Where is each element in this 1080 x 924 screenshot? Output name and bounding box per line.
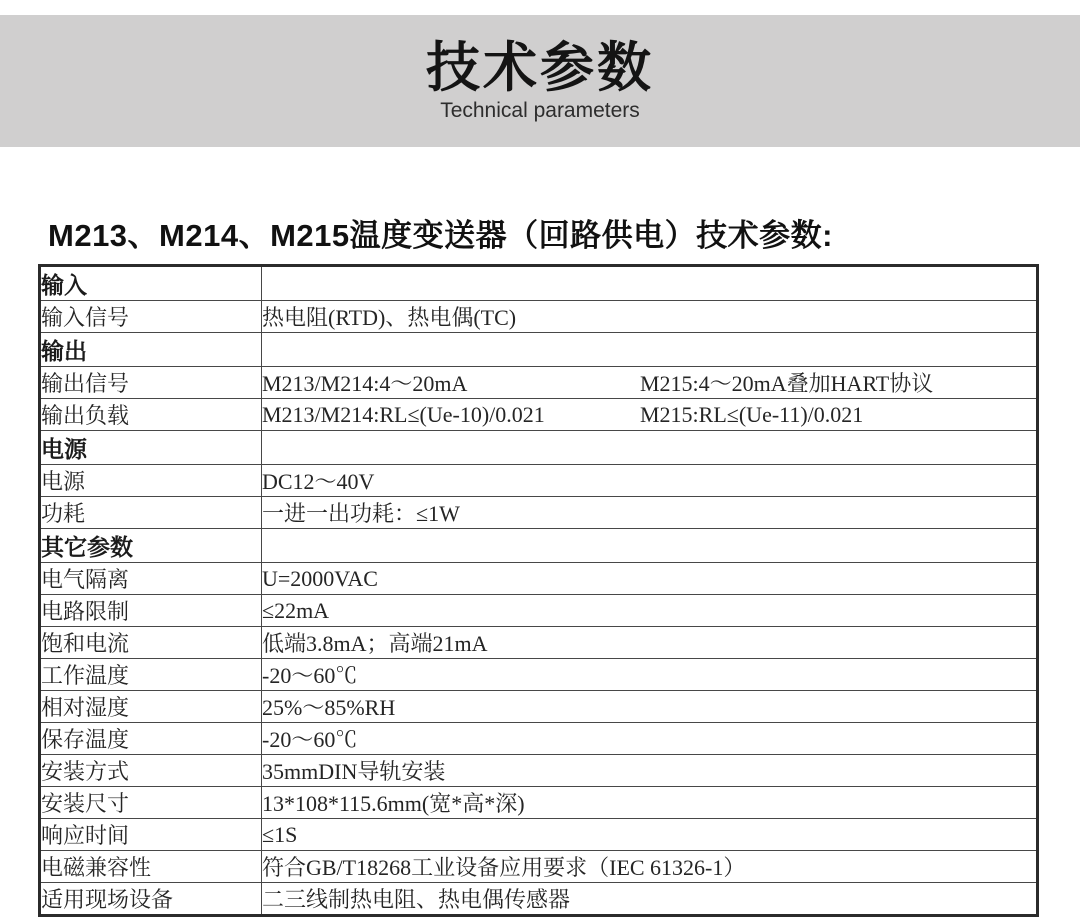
spec-label: 安装尺寸 [40, 787, 262, 819]
spec-row [40, 659, 1038, 691]
spec-section-row [40, 333, 1038, 367]
page-title: 技术参数 [426, 38, 654, 98]
spec-label: 电路限制 [40, 595, 262, 627]
spec-value [262, 399, 1038, 431]
spec-section-label: 电源 [40, 431, 262, 465]
title-banner [0, 15, 1080, 147]
page-subtitle: Technical parameters [440, 99, 640, 122]
spec-label: 工作温度 [40, 659, 262, 691]
spec-value: 13*108*115.6mm(宽*高*深) [262, 787, 1038, 819]
spec-row [40, 819, 1038, 851]
spec-label: 电气隔离 [40, 563, 262, 595]
spec-section-row [40, 431, 1038, 465]
spec-value: 符合GB/T18268工业设备应用要求（IEC 61326-1） [262, 851, 1038, 883]
spec-label: 电源 [40, 465, 262, 497]
spec-table [38, 264, 1039, 917]
spec-value [262, 431, 1038, 465]
spec-label: 相对湿度 [40, 691, 262, 723]
spec-section-label: 输入 [40, 266, 262, 301]
spec-value [262, 266, 1038, 301]
spec-value-part2: M215:RL≤(Ue-11)/0.021 [640, 402, 864, 428]
spec-value: 二三线制热电阻、热电偶传感器 [262, 883, 1038, 916]
spec-label: 输出信号 [40, 367, 262, 399]
spec-row [40, 723, 1038, 755]
spec-row [40, 367, 1038, 399]
spec-value: 35mmDIN导轨安装 [262, 755, 1038, 787]
spec-value: U=2000VAC [262, 563, 1038, 595]
spec-row [40, 595, 1038, 627]
spec-value: ≤1S [262, 819, 1038, 851]
spec-value: -20～60℃ [262, 723, 1038, 755]
spec-value: 热电阻(RTD)、热电偶(TC) [262, 301, 1038, 333]
spec-value: ≤22mA [262, 595, 1038, 627]
spec-table-body [40, 266, 1038, 916]
spec-label: 输入信号 [40, 301, 262, 333]
spec-label: 功耗 [40, 497, 262, 529]
spec-row [40, 627, 1038, 659]
spec-section-row [40, 529, 1038, 563]
spec-row [40, 787, 1038, 819]
spec-row [40, 883, 1038, 916]
spec-label: 电磁兼容性 [40, 851, 262, 883]
spec-label: 输出负载 [40, 399, 262, 431]
spec-value-part1: M213/M214:4～20mA [262, 371, 468, 396]
spec-row [40, 755, 1038, 787]
spec-label: 安装方式 [40, 755, 262, 787]
spec-value [262, 529, 1038, 563]
spec-section-row [40, 266, 1038, 301]
spec-label: 响应时间 [40, 819, 262, 851]
spec-row [40, 465, 1038, 497]
spec-value: 一进一出功耗：≤1W [262, 497, 1038, 529]
spec-value: 25%～85%RH [262, 691, 1038, 723]
spec-label: 保存温度 [40, 723, 262, 755]
section-heading: M213、M214、M215温度变送器（回路供电）技术参数: [48, 218, 833, 253]
spec-value: 低端3.8mA；高端21mA [262, 627, 1038, 659]
spec-row [40, 399, 1038, 431]
spec-value [262, 367, 1038, 399]
spec-section-label: 输出 [40, 333, 262, 367]
spec-value-part1: M213/M214:RL≤(Ue-10)/0.021 [262, 402, 545, 428]
spec-row [40, 691, 1038, 723]
spec-row [40, 497, 1038, 529]
spec-value: -20～60℃ [262, 659, 1038, 691]
spec-value-part2: M215:4～20mA叠加HART协议 [640, 371, 934, 396]
spec-row [40, 851, 1038, 883]
spec-row [40, 563, 1038, 595]
spec-row [40, 301, 1038, 333]
spec-label: 适用现场设备 [40, 883, 262, 916]
spec-value: DC12～40V [262, 465, 1038, 497]
spec-label: 饱和电流 [40, 627, 262, 659]
spec-value [262, 333, 1038, 367]
spec-section-label: 其它参数 [40, 529, 262, 563]
